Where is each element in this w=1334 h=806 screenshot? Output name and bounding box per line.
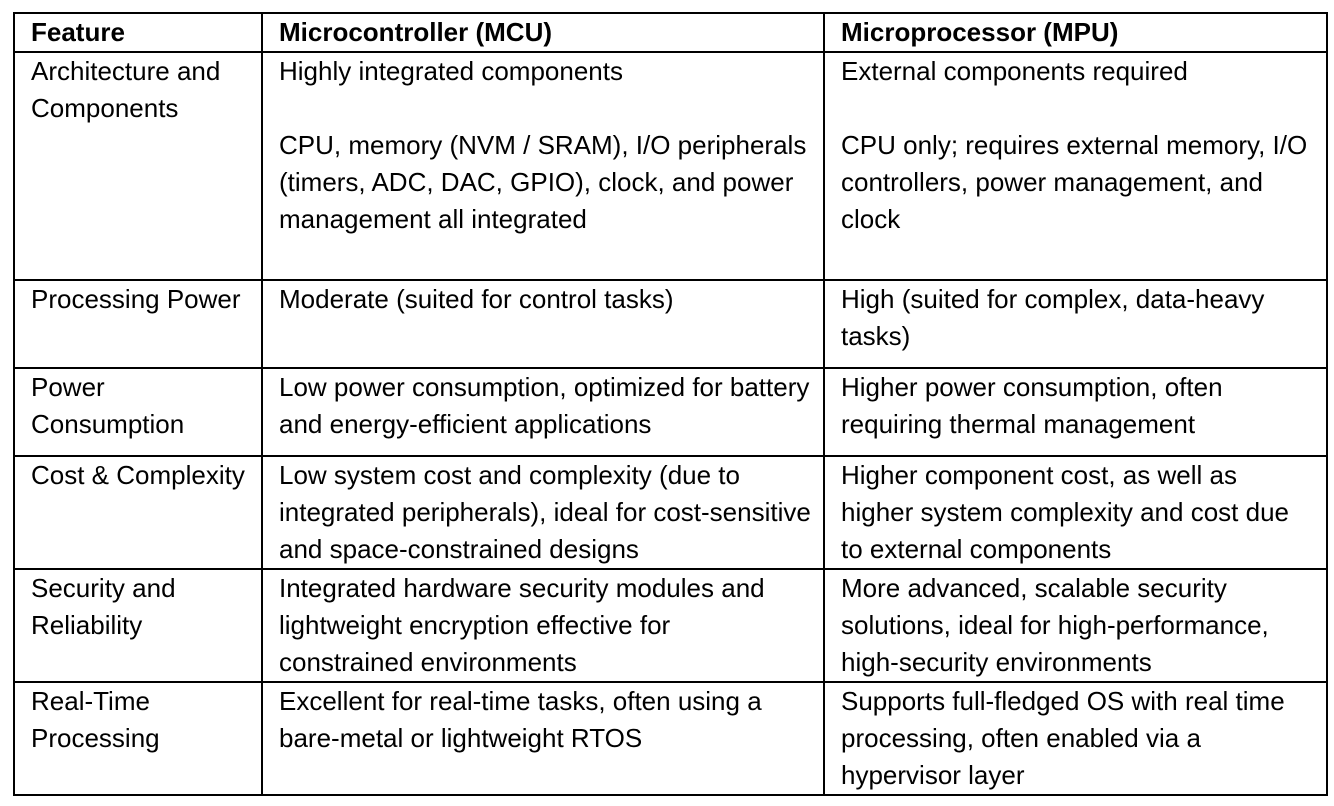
table-row [14,456,1327,569]
header-mcu: Microcontroller (MCU) [262,13,824,52]
mcu-text: CPU, memory (NVM / SRAM), I/O peripherals (timers, ADC, DAC, GPIO), clock, and power management all integrated [279,130,807,234]
table-row [14,368,1327,456]
feature-text: Power Consumption [31,372,185,439]
mcu-text: Moderate (suited for control tasks) [279,284,674,314]
mpu-cell [824,52,1327,280]
mpu-text: CPU only; requires external memory, I/O controllers, power management, and clock [841,130,1308,234]
table-row [14,52,1327,280]
mpu-text: More advanced, scalable security solutions, ideal for high-performance, high-security environments [841,573,1269,677]
table-row [14,280,1327,368]
mcu-text: Integrated hardware security modules and lightweight encryption effective for constrained environments [279,573,765,677]
mcu-cell [262,280,824,368]
mpu-cell [824,569,1327,682]
feature-text: Processing Power [31,284,241,314]
mpu-cell [824,368,1327,456]
mcu-cell [262,569,824,682]
table-row [14,569,1327,682]
feature-cell [14,52,262,280]
feature-cell [14,456,262,569]
feature-cell [14,569,262,682]
mcu-text: Low system cost and complexity (due to integrated peripherals), ideal for cost-sensitive and space-constrained designs [279,460,811,564]
table-row [14,682,1327,795]
mcu-text: Excellent for real-time tasks, often using a bare-metal or lightweight RTOS [279,686,762,753]
mcu-intro-text: Highly integrated components [279,56,623,86]
feature-cell [14,280,262,368]
feature-cell [14,368,262,456]
feature-text: Architecture and Components [31,56,221,123]
header-feature: Feature [14,13,262,52]
header-row [14,13,1327,52]
mcu-text: Low power consumption, optimized for battery and energy-efficient applications [279,372,810,439]
mpu-cell [824,280,1327,368]
header-mpu: Microprocessor (MPU) [824,13,1327,52]
feature-text: Real-Time Processing [31,686,160,753]
mcu-cell [262,682,824,795]
mpu-text: Higher power consumption, often requiring thermal management [841,372,1223,439]
feature-text: Cost & Complexity [31,460,245,490]
mcu-cell [262,52,824,280]
feature-text: Security and Reliability [31,573,176,640]
mcu-cell [262,368,824,456]
mpu-text: High (suited for complex, data-heavy tasks) [841,284,1265,351]
mcu-cell [262,456,824,569]
comparison-table [13,12,1328,796]
mpu-text: Supports full-fledged OS with real time processing, often enabled via a hypervisor layer [841,686,1285,790]
mpu-cell [824,682,1327,795]
feature-cell [14,682,262,795]
mpu-intro-text: External components required [841,56,1188,86]
mpu-cell [824,456,1327,569]
mpu-text: Higher component cost, as well as higher system complexity and cost due to external components [841,460,1289,564]
